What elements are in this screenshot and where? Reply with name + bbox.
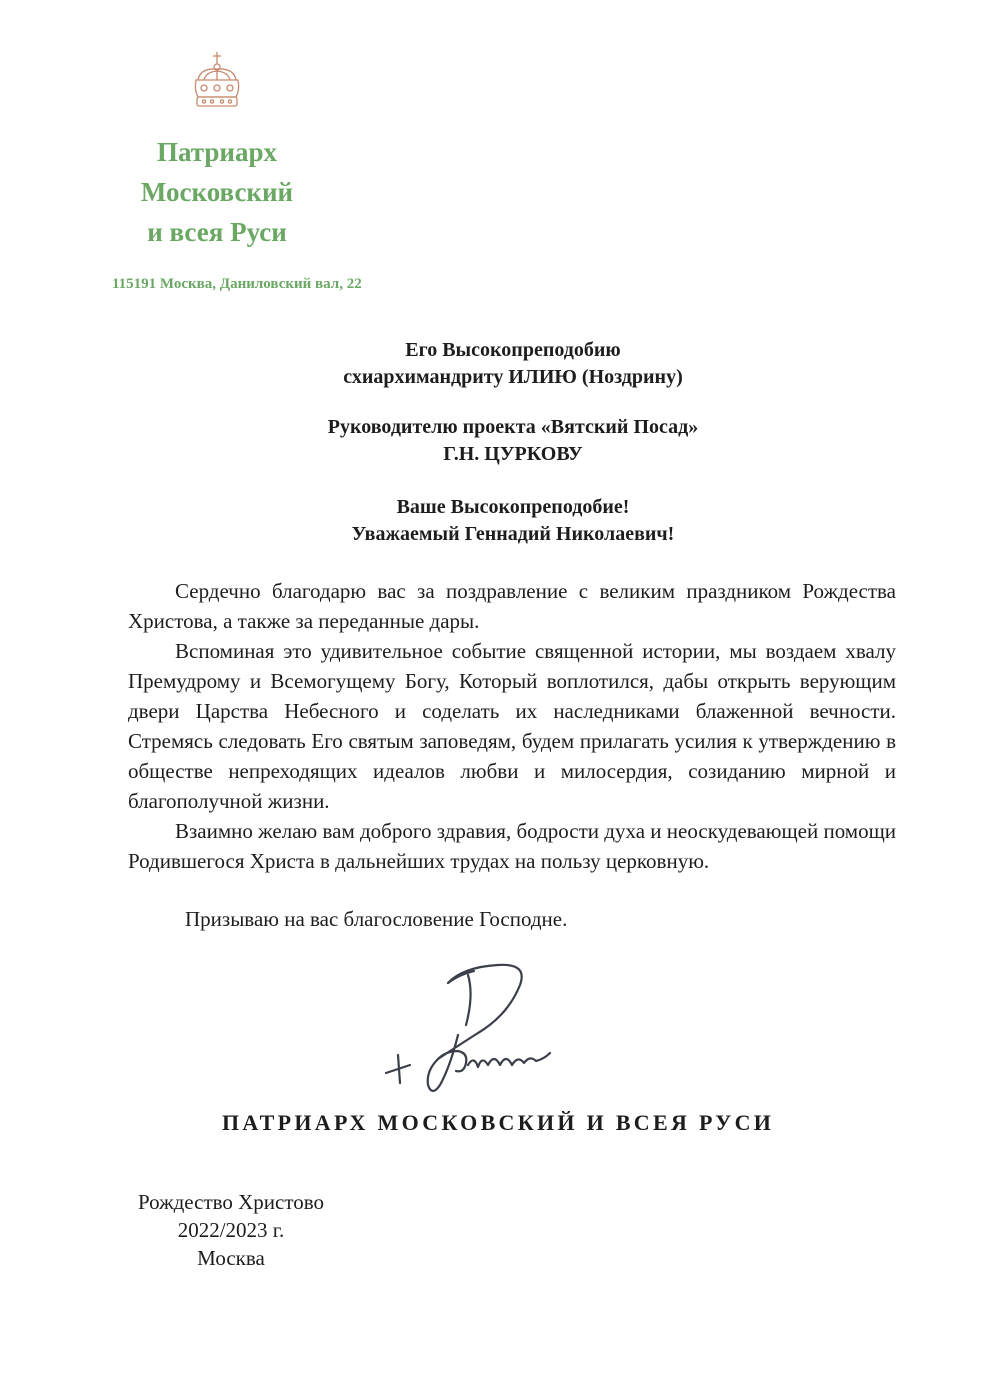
signer-title: ПАТРИАРХ МОСКОВСКИЙ И ВСЕЯ РУСИ [222,1110,775,1135]
blessing-line: Призываю на вас благословение Господне. [185,907,568,931]
letterhead-line-3: и всея Руси [147,217,287,247]
addressee-line-3: Руководителю проекта «Вятский Посад» [327,416,699,438]
letterhead-line-1: Патриарх [157,137,277,167]
footer-line-3: Москва [197,1246,265,1270]
addressee-line-4: Г.Н. ЦУРКОВУ [443,443,583,465]
letterhead-title [110,132,324,252]
handwritten-signature [378,955,558,1105]
salutation-line-2: Уважаемый Геннадий Николаевич! [351,523,675,545]
letterhead-address: 115191 Москва, Даниловский вал, 22 [112,276,362,292]
salutation-line-1: Ваше Высокопреподобие! [396,496,630,518]
addressee-line-2: схиархимандриту ИЛИЮ (Ноздрину) [343,366,683,388]
date-place-block [125,1188,337,1272]
body-paragraph-1: Сердечно благодарю вас за поздравление с великим праздником Рождества Христова, а также за переданные дары. [128,579,896,633]
footer-line-1: Рождество Христово [137,1190,325,1214]
body-paragraph-2: Вспоминая это удивительное событие священной истории, мы воздаем хвалу Премудрому и Всемогущему Богу, Который воплотился, дабы открыть верующим двери Царства Небесного и соделать их наследниками блаженной вечности. Стремясь следовать Его святым заповедям, будем прилагать усилия к утверждению в обществе непреходящих идеалов любви и милосердия, созиданию мирной и благополучной жизни. [128,639,896,813]
letterhead-line-2: Московский [140,177,294,207]
letter-body [128,576,896,876]
salutation [130,494,896,548]
patriarch-crown-icon [190,50,244,110]
addressee-line-1: Его Высокопреподобию [405,339,621,361]
footer-line-2: 2022/2023 г. [177,1218,285,1242]
body-paragraph-3: Взаимно желаю вам доброго здравия, бодрости духа и неоскудевающей помощи Родившегося Христа в дальнейших трудах на пользу церковную. [128,819,896,873]
addressee-primary [130,337,896,391]
addressee-secondary [130,414,896,468]
